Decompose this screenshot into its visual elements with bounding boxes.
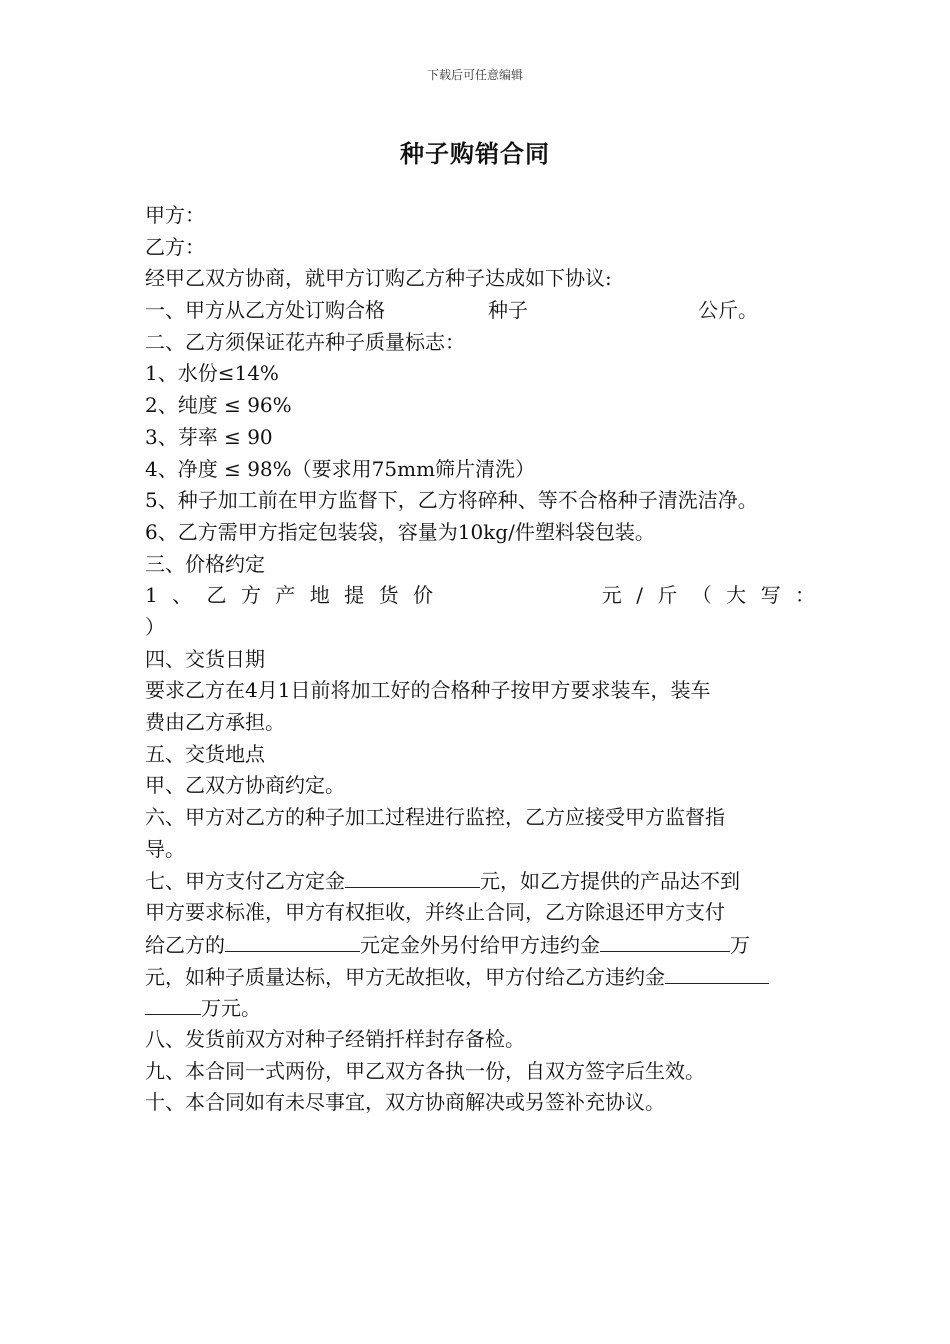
clause7-text: 元，如种子质量达标，甲方无故拒收，甲方付给乙方违约金 xyxy=(145,964,665,989)
clause9-line: 九、本合同一式两份，甲乙双方各执一份，自双方签字后生效。 xyxy=(145,1058,705,1083)
clause3-title: 三、价格约定 xyxy=(145,551,265,576)
quality-item-4: 4、净度 ≤ 98%（要求用75mm筛片清洗） xyxy=(145,456,536,481)
quality-item-2: 2、纯度 ≤ 96% xyxy=(145,393,292,418)
clause6-line-2: 导。 xyxy=(145,836,185,861)
deposit-amount-blank xyxy=(345,865,480,888)
price-char: 写 xyxy=(760,583,781,608)
price-char: ： xyxy=(794,583,815,608)
price-char: 提 xyxy=(344,583,365,608)
clause7-line-5 xyxy=(145,992,815,1024)
price-char: 产 xyxy=(275,583,296,608)
quality-item-6: 6、乙方需甲方指定包装袋，容量为10kg/件塑料袋包装。 xyxy=(145,519,655,544)
price-char: / xyxy=(636,583,643,608)
clause1-text-a: 一、甲方从乙方处订购合格 xyxy=(145,298,385,323)
price-char: 1 xyxy=(145,583,158,608)
clause7-line-4 xyxy=(145,961,815,993)
clause7-line-2: 甲方要求标准，甲方有权拒收，并终止合同，乙方除退还甲方支付 xyxy=(145,900,725,925)
clause1-text-c: 公斤。 xyxy=(698,298,758,323)
clause2-title: 二、乙方须保证花卉种子质量标志： xyxy=(145,329,465,354)
price-char: 方 xyxy=(240,583,261,608)
penalty-amount-blank-b-cont xyxy=(145,992,201,1015)
clause10-line: 十、本合同如有未尽事宜，双方协商解决或另签补充协议。 xyxy=(145,1090,665,1115)
price-char: 大 xyxy=(726,583,747,608)
price-char: 元 xyxy=(601,583,622,608)
price-char: 价 xyxy=(412,583,433,608)
price-char: （ xyxy=(691,583,712,608)
contract-body xyxy=(145,200,815,1119)
price-char: 乙 xyxy=(206,583,227,608)
price-line xyxy=(145,580,815,612)
intro-line: 经甲乙双方协商，就甲方订购乙方种子达成如下协议: xyxy=(145,266,612,291)
delivery-date-line-1: 要求乙方在4月1日前将加工好的合格种子按甲方要求装车，装车 xyxy=(145,678,711,703)
quality-item-3: 3、芽率 ≤ 90 xyxy=(145,424,273,449)
clause7-line-1 xyxy=(145,865,815,897)
delivery-date-line-2: 费由乙方承担。 xyxy=(145,710,285,734)
party-b-line: 乙方： xyxy=(145,234,205,259)
price-char: 、 xyxy=(172,583,193,608)
clause4-title: 四、交货日期 xyxy=(145,646,265,671)
clause7-text: 万 xyxy=(730,932,750,957)
clause1-line xyxy=(145,295,815,327)
price-char: 货 xyxy=(378,583,399,608)
clause7-text: 元，如乙方提供的产品达不到 xyxy=(480,869,740,894)
clause7-text: 元定金外另付给甲方违约金 xyxy=(360,932,600,957)
price-blank xyxy=(447,580,587,612)
refund-amount-blank xyxy=(225,929,360,952)
penalty-amount-blank-a xyxy=(600,929,730,952)
header-note: 下载后可任意编辑 xyxy=(426,68,523,82)
clause7-line-3 xyxy=(145,929,815,961)
clause5-title: 五、交货地点 xyxy=(145,741,265,766)
quality-item-1: 1、水份≤14% xyxy=(145,361,279,386)
clause7-text: 万元。 xyxy=(201,996,261,1021)
party-a-line: 甲方： xyxy=(145,203,205,227)
clause1-text-b: 种子 xyxy=(488,298,528,323)
document-title: 种子购销合同 xyxy=(400,139,550,168)
clause8-line: 八、发货前双方对种子经销扦样封存备检。 xyxy=(145,1026,525,1051)
clause7-text: 七、甲方支付乙方定金 xyxy=(145,869,345,894)
price-line-close: ） xyxy=(145,614,165,639)
price-char: 斤 xyxy=(657,583,678,608)
price-char: 地 xyxy=(309,583,330,608)
clause7-text: 给乙方的 xyxy=(145,932,225,957)
delivery-place-line: 甲、乙双方协商约定。 xyxy=(145,773,345,798)
quality-item-5: 5、种子加工前在甲方监督下，乙方将碎种、等不合格种子清洗洁净。 xyxy=(145,488,758,513)
penalty-amount-blank-b xyxy=(665,961,769,984)
clause6-line-1: 六、甲方对乙方的种子加工过程进行监控，乙方应接受甲方监督指 xyxy=(145,805,725,830)
